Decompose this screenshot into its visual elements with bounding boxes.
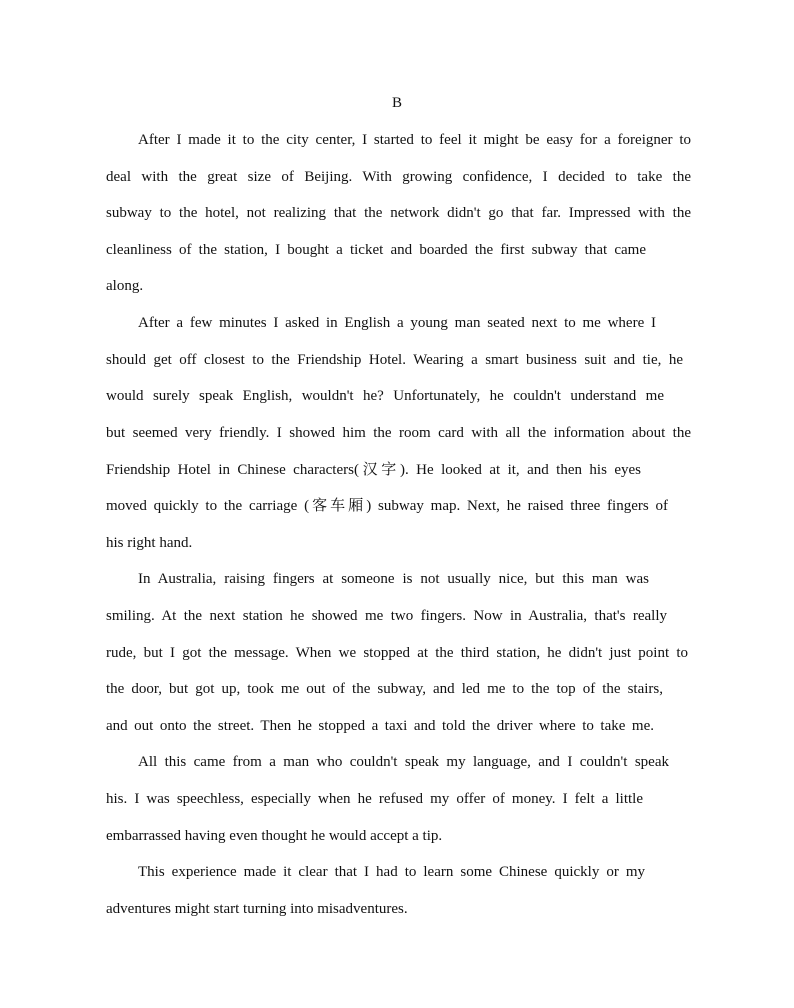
paragraph-1-line-1: After I made it to the city center, I started to feel it might be easy for a foreigner to xyxy=(138,132,691,148)
paragraph-2-line-3: would surely speak English, wouldn't he? Unfortunately, he couldn't understand me xyxy=(106,388,664,404)
paragraph-3-line-1: In Australia, raising fingers at someone is not usually nice, but this man was xyxy=(138,571,649,587)
paragraph-2-line-6: moved quickly to the carriage (客车厢) subway map. Next, he raised three fingers of xyxy=(106,498,668,514)
paragraph-1-line-5: along. xyxy=(106,278,144,294)
paragraph-5-line-2: adventures might start turning into misadventures. xyxy=(106,901,408,917)
paragraph-3-line-4: the door, but got up, took me out of the subway, and led me to the top of the stairs, xyxy=(106,681,663,697)
paragraph-3-line-3: rude, but I got the message. When we stopped at the third station, he didn't just point to xyxy=(106,645,688,661)
paragraph-2-line-7: his right hand. xyxy=(106,535,193,551)
paragraph-5-line-1: This experience made it clear that I had to learn some Chinese quickly or my xyxy=(138,864,645,880)
paragraph-1-line-2: deal with the great size of Beijing. With growing confidence, I decided to take the xyxy=(106,169,691,185)
paragraph-4-line-2: his. I was speechless, especially when he refused my offer of money. I felt a little xyxy=(106,791,643,807)
passage-title: B xyxy=(391,95,402,111)
paragraph-4-line-1: All this came from a man who couldn't speak my language, and I couldn't speak xyxy=(138,754,669,770)
paragraph-2-line-4: but seemed very friendly. I showed him the room card with all the information about the xyxy=(106,425,691,441)
paragraph-2-line-1: After a few minutes I asked in English a young man seated next to me where I xyxy=(138,315,656,331)
paragraph-3-line-5: and out onto the street. Then he stopped a taxi and told the driver where to take me. xyxy=(106,718,654,734)
paragraph-1-line-4: cleanliness of the station, I bought a ticket and boarded the first subway that came xyxy=(106,242,646,258)
paragraph-1-line-3: subway to the hotel, not realizing that the network didn't go that far. Impressed with the xyxy=(106,205,691,221)
paragraph-4-line-3: embarrassed having even thought he would accept a tip. xyxy=(106,828,443,844)
paragraph-2-line-2: should get off closest to the Friendship Hotel. Wearing a smart business suit and tie, he xyxy=(106,352,683,368)
paragraph-3-line-2: smiling. At the next station he showed me two fingers. Now in Australia, that's really xyxy=(106,608,667,624)
paragraph-2-line-5: Friendship Hotel in Chinese characters(汉字). He looked at it, and then his eyes xyxy=(106,462,641,478)
